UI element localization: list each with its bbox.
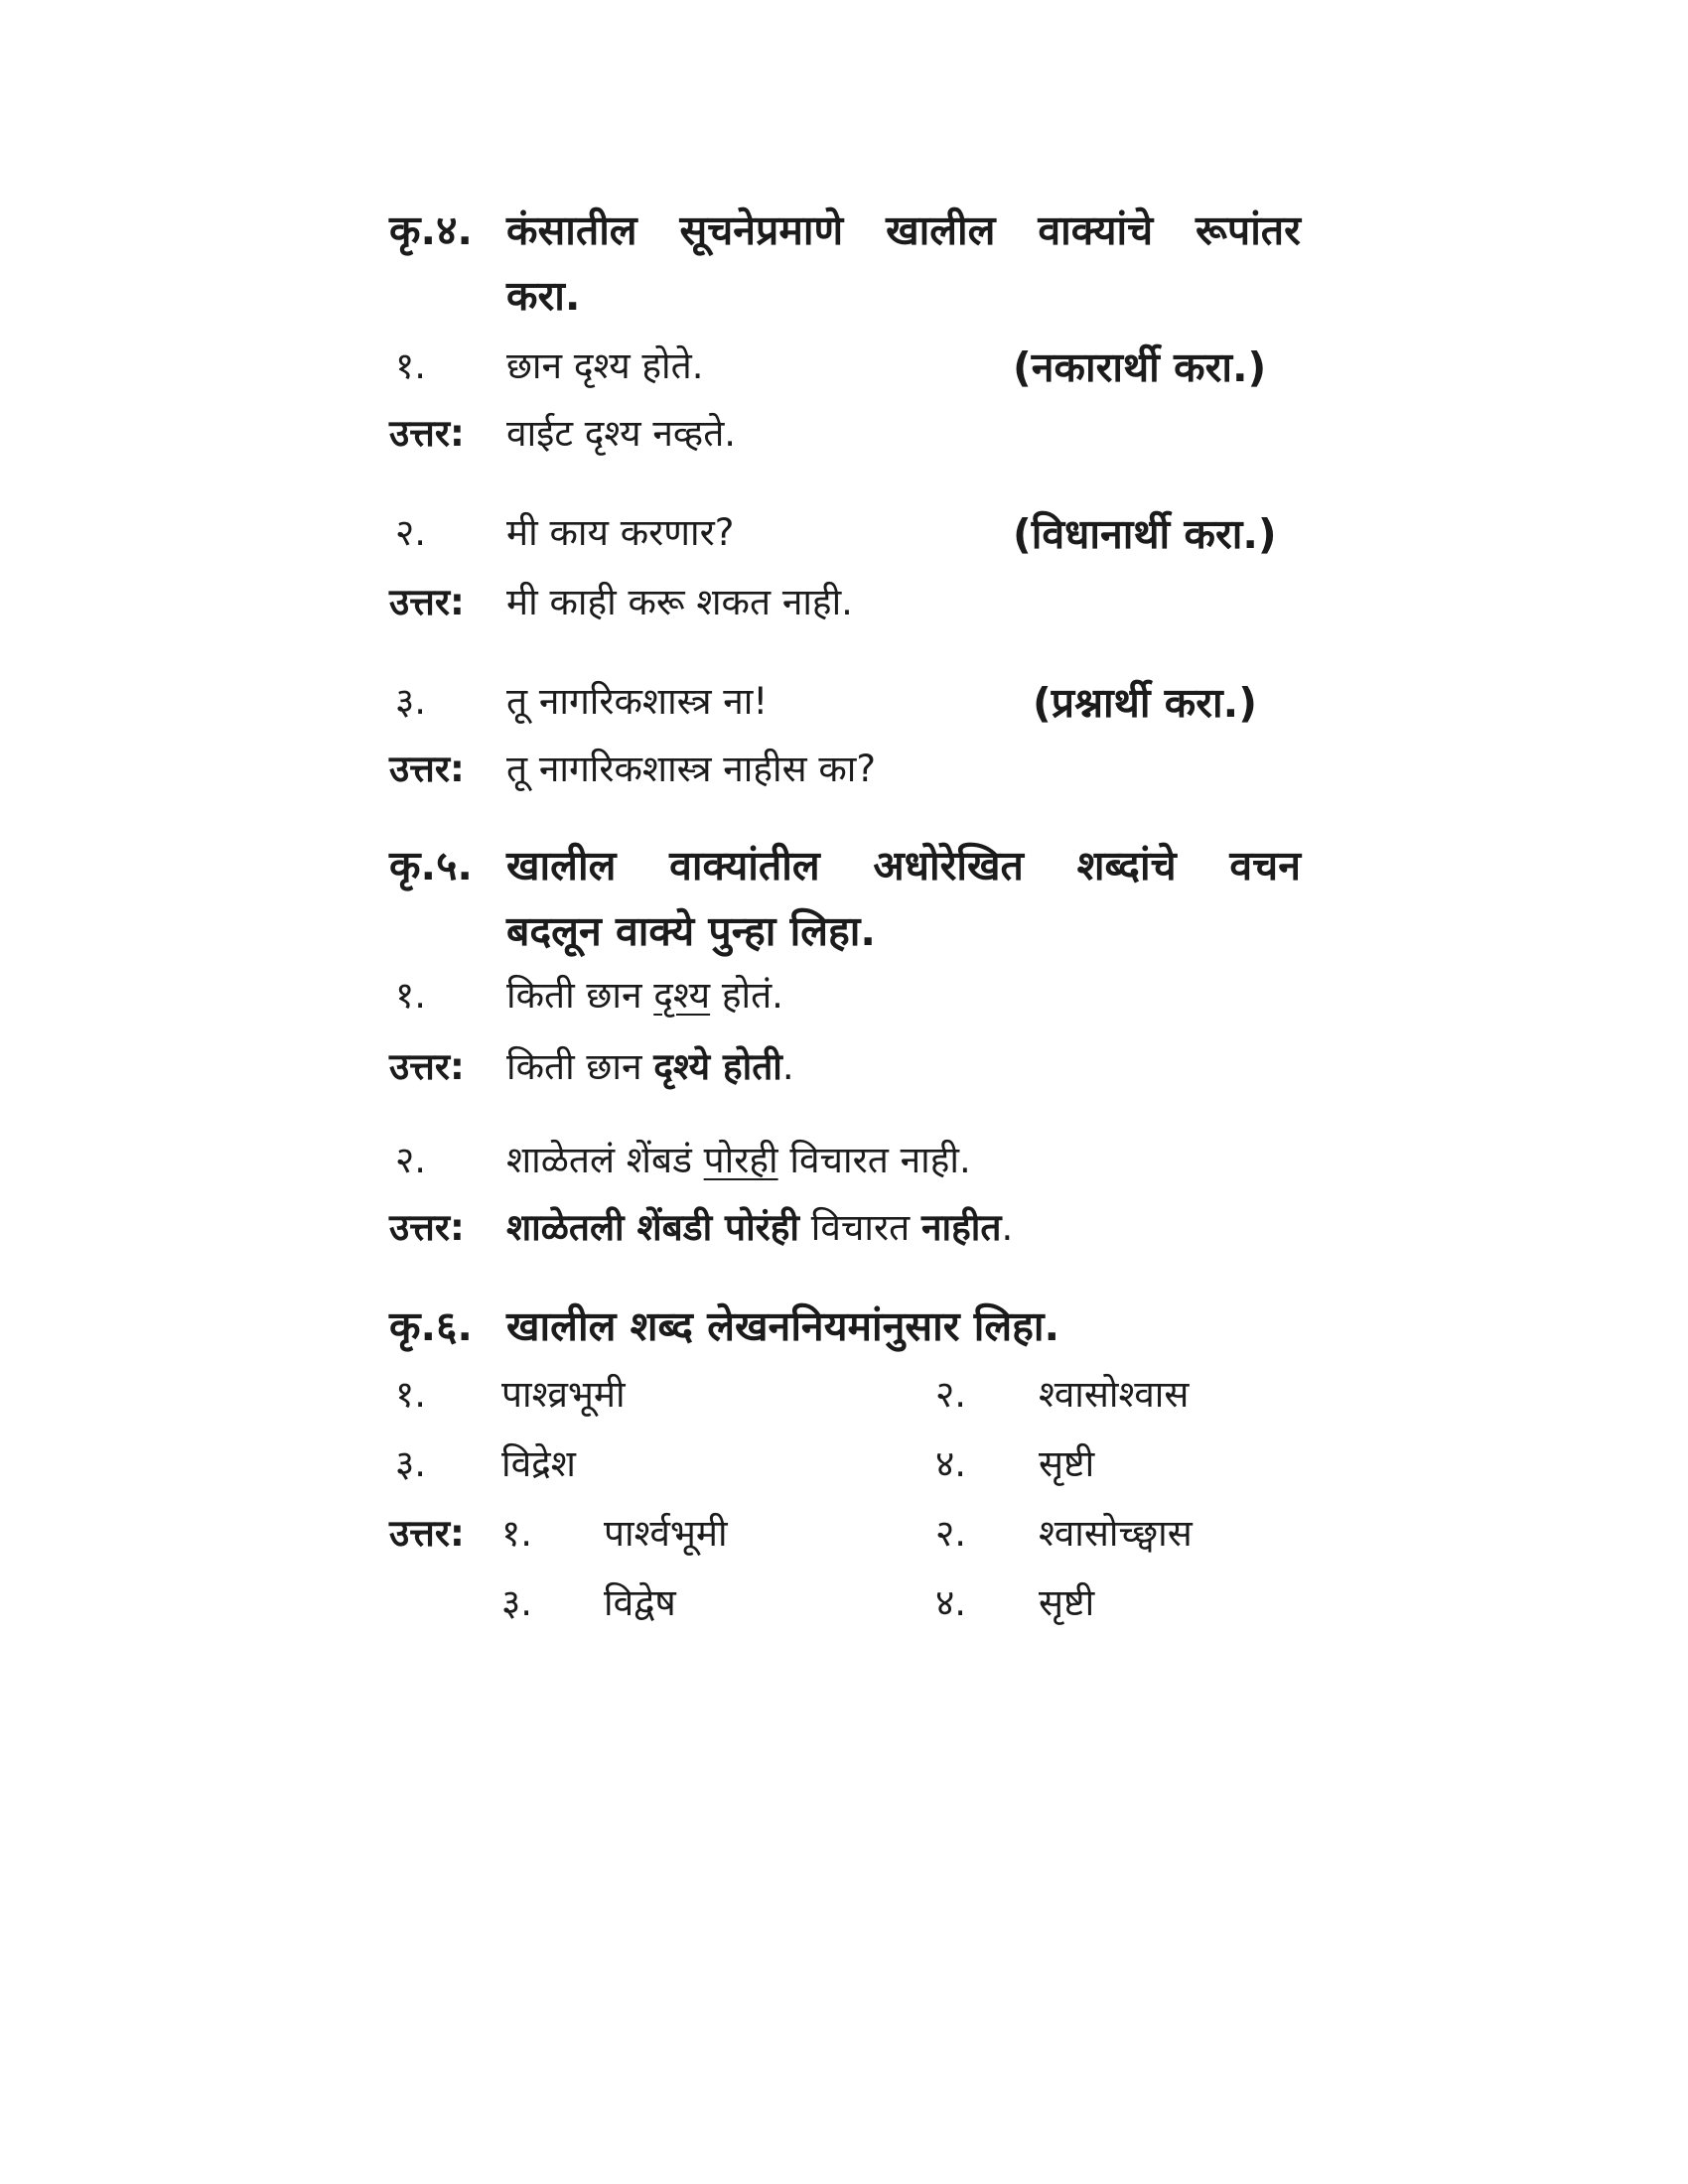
q4-word: खालील bbox=[886, 206, 996, 254]
q6-word-number: ४. bbox=[935, 1442, 967, 1485]
q6-answer-word: पार्श्वभूमी bbox=[604, 1512, 728, 1555]
q6-word-number: २. bbox=[935, 1373, 967, 1416]
changed-word: शाळेतली शेंबडी पोरंही bbox=[506, 1206, 800, 1249]
q4-item-answer: मी काही करू शकत नाही. bbox=[506, 581, 853, 623]
q4-item-number: १. bbox=[395, 344, 427, 387]
q5-word: शब्दांचे bbox=[1076, 842, 1177, 889]
changed-word: नाहीत bbox=[921, 1206, 1002, 1249]
q5-answer-text: विचारत bbox=[799, 1206, 921, 1249]
q4-item-instruction: (प्रश्नार्थी करा.) bbox=[1033, 679, 1257, 727]
changed-word: दृश्ये होती bbox=[653, 1045, 782, 1088]
q4-item-instruction: (विधानार्थी करा.) bbox=[1013, 510, 1277, 558]
q5-title-line2: बदलून वाक्ये पुन्हा लिहा. bbox=[506, 907, 877, 955]
q5-item-question bbox=[506, 1139, 971, 1181]
q6-word: पाश्व्रभूमी bbox=[501, 1373, 626, 1416]
q5-title-line1 bbox=[506, 842, 1301, 889]
q4-item-instruction: (नकारार्थी करा.) bbox=[1013, 343, 1267, 391]
q4-item-answer: तू नागरिकशास्त्र नाहीस का? bbox=[506, 748, 877, 790]
answer-label: उत्तर: bbox=[389, 412, 465, 455]
q5-item-question bbox=[506, 974, 783, 1017]
q4-item-question: तू नागरिकशास्त्र ना! bbox=[506, 680, 769, 723]
q5-item-answer bbox=[506, 1045, 794, 1088]
q6-answer-number: ४. bbox=[935, 1581, 967, 1624]
q5-word: वाक्यांतील bbox=[669, 842, 820, 889]
q5-answer-text: . bbox=[781, 1045, 794, 1088]
q6-answer-word: सृष्टी bbox=[1039, 1581, 1095, 1624]
answer-label: उत्तर: bbox=[389, 748, 465, 790]
q6-word: विद्रेश bbox=[501, 1442, 576, 1485]
answer-label: उत्तर: bbox=[389, 1206, 465, 1249]
q6-word: श्वासोश्वास bbox=[1039, 1373, 1190, 1416]
q4-word: वाक्यांचे bbox=[1038, 206, 1154, 254]
q6-answer-word: श्वासोच्छ्वास bbox=[1039, 1512, 1193, 1555]
q4-word: कंसातील bbox=[506, 206, 637, 254]
q4-title-line1 bbox=[506, 206, 1301, 254]
q4-item-question: मी काय करणार? bbox=[506, 511, 735, 554]
q6-answer-number: २. bbox=[935, 1512, 967, 1555]
answer-label: उत्तर: bbox=[389, 581, 465, 623]
answer-label: उत्तर: bbox=[389, 1045, 465, 1088]
q5-question-text: विचारत नाही. bbox=[777, 1139, 971, 1181]
q5-question-text: शाळेतलं शेंबडं bbox=[506, 1139, 704, 1181]
q6-title: खालील शब्द लेखननियमांनुसार लिहा. bbox=[506, 1302, 1060, 1350]
q5-question-text: किती छान bbox=[506, 974, 654, 1017]
q4-item-answer: वाईट दृश्य नव्हते. bbox=[506, 412, 737, 455]
q6-number: कृ.६. bbox=[389, 1302, 473, 1350]
answer-label: उत्तर: bbox=[389, 1512, 465, 1555]
q4-title-line2: करा. bbox=[506, 272, 581, 320]
q5-item-number: २. bbox=[395, 1139, 427, 1181]
q4-number: कृ.४. bbox=[389, 206, 473, 254]
q4-item-number: ३. bbox=[395, 680, 427, 723]
q5-word: अधोरेखित bbox=[873, 842, 1024, 889]
q5-word: खालील bbox=[506, 842, 617, 889]
q5-answer-text: किती छान bbox=[506, 1045, 654, 1088]
q5-answer-text: . bbox=[1001, 1206, 1014, 1249]
q4-word: सूचनेप्रमाणे bbox=[679, 206, 844, 254]
q4-item-number: २. bbox=[395, 511, 427, 554]
q5-question-text: होतं. bbox=[710, 974, 783, 1017]
q4-item-question: छान दृश्य होते. bbox=[506, 344, 704, 387]
q6-answer-number: १. bbox=[501, 1512, 533, 1555]
q5-item-number: १. bbox=[395, 974, 427, 1017]
underlined-word: दृश्य bbox=[653, 974, 711, 1017]
q4-word: रूपांतर bbox=[1196, 206, 1301, 254]
q5-word: वचन bbox=[1229, 842, 1301, 889]
q6-answer-number: ३. bbox=[501, 1581, 533, 1624]
q6-answer-word: विद्वेष bbox=[604, 1581, 676, 1624]
underlined-word: पोरही bbox=[703, 1139, 778, 1181]
q6-word-number: ३. bbox=[395, 1442, 427, 1485]
q5-item-answer bbox=[506, 1206, 1014, 1249]
q5-number: कृ.५. bbox=[389, 842, 473, 889]
q6-word: सृष्टी bbox=[1039, 1442, 1095, 1485]
q6-word-number: १. bbox=[395, 1373, 427, 1416]
